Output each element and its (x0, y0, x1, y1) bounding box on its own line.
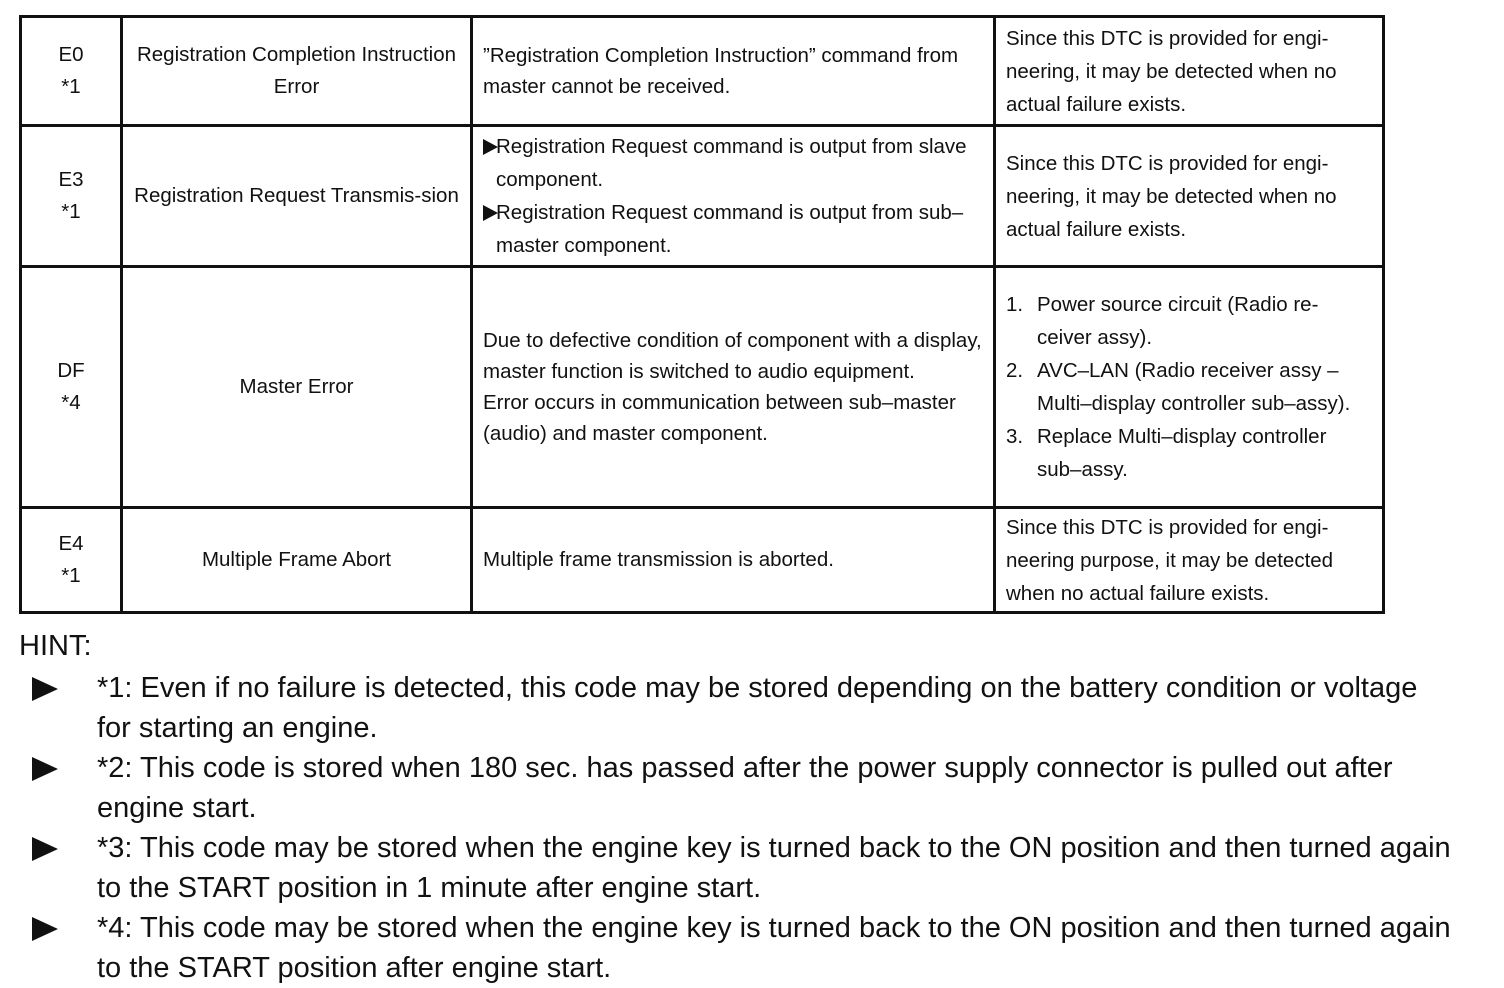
condition-bullet (483, 196, 983, 262)
list-item (1006, 420, 1372, 486)
hint-item (0, 828, 1504, 908)
list-item (1006, 354, 1372, 420)
table-row (21, 126, 1384, 267)
detection-item: Registration Request Transmis-sion (122, 126, 472, 267)
triangle-bullet-icon (483, 139, 498, 155)
dtc-note: *1 (61, 200, 81, 223)
list-item (1006, 288, 1372, 354)
hint-item (0, 748, 1504, 828)
condition-bullet-text: Registration Request command is output from sub–master component. (496, 201, 964, 257)
triangle-bullet-icon (32, 757, 58, 781)
trouble-area (995, 267, 1384, 508)
list-number: 1. (1006, 293, 1024, 316)
dtc-table (19, 15, 1385, 614)
condition-line: Error occurs in communication between sub–master (audio) and master component. (483, 391, 956, 445)
detection-item: Master Error (122, 267, 472, 508)
dtc-code-cell (21, 17, 122, 126)
list-text: Replace Multi–display controller sub–assy. (1037, 425, 1327, 481)
triangle-bullet-icon (32, 837, 58, 861)
list-text: AVC–LAN (Radio receiver assy – Multi–display controller sub–assy). (1037, 359, 1351, 415)
trouble-condition (472, 126, 995, 267)
triangle-bullet-icon (32, 917, 58, 941)
detection-item: Multiple Frame Abort (122, 508, 472, 613)
dtc-code-cell (21, 126, 122, 267)
trouble-area: Since this DTC is provided for engi-neering, it may be detected when no actual failure exists. (995, 17, 1384, 126)
list-number: 3. (1006, 425, 1024, 448)
table-row (21, 17, 1384, 126)
dtc-code-cell (21, 508, 122, 613)
dtc-code: DF (57, 359, 85, 382)
hint-text: *3: This code may be stored when the engine key is turned back to the ON position and then turned again to the START position in 1 minute after engine start. (97, 832, 1451, 904)
hint-item (0, 908, 1504, 988)
detection-item: Registration Completion Instruction Error (122, 17, 472, 126)
condition-bullet (483, 130, 983, 196)
trouble-area: Since this DTC is provided for engi-neering purpose, it may be detected when no actual failure exists. (995, 508, 1384, 613)
trouble-condition: Multiple frame transmission is aborted. (472, 508, 995, 613)
dtc-code: E0 (58, 43, 84, 66)
hint-text: *2: This code is stored when 180 sec. has passed after the power supply connector is pulled out after engine start. (97, 752, 1393, 824)
dtc-note: *1 (61, 75, 81, 98)
condition-line: Due to defective condition of component with a display, master function is switched to audio equipment. (483, 329, 982, 383)
trouble-area: Since this DTC is provided for engi-neering, it may be detected when no actual failure exists. (995, 126, 1384, 267)
list-text: Power source circuit (Radio re-ceiver assy). (1037, 293, 1319, 349)
dtc-code: E3 (58, 168, 84, 191)
condition-bullet-text: Registration Request command is output from slave component. (496, 135, 967, 191)
trouble-condition: ”Registration Completion Instruction” command from master cannot be received. (472, 17, 995, 126)
hint-text: *4: This code may be stored when the engine key is turned back to the ON position and then turned again to the START position after engine start. (97, 912, 1451, 984)
list-number: 2. (1006, 359, 1024, 382)
dtc-note: *4 (61, 391, 81, 414)
hint-list (0, 668, 1504, 988)
dtc-code: E4 (58, 532, 84, 555)
dtc-code-cell (21, 267, 122, 508)
trouble-area-list (1006, 288, 1372, 486)
table-row (21, 267, 1384, 508)
triangle-bullet-icon (32, 677, 58, 701)
triangle-bullet-icon (483, 205, 498, 221)
table-row (21, 508, 1384, 613)
hint-text: *1: Even if no failure is detected, this code may be stored depending on the battery condition or voltage for starting an engine. (97, 672, 1418, 744)
dtc-note: *1 (61, 564, 81, 587)
trouble-condition (472, 267, 995, 508)
hint-title: HINT: (19, 630, 92, 662)
hint-item (0, 668, 1504, 748)
